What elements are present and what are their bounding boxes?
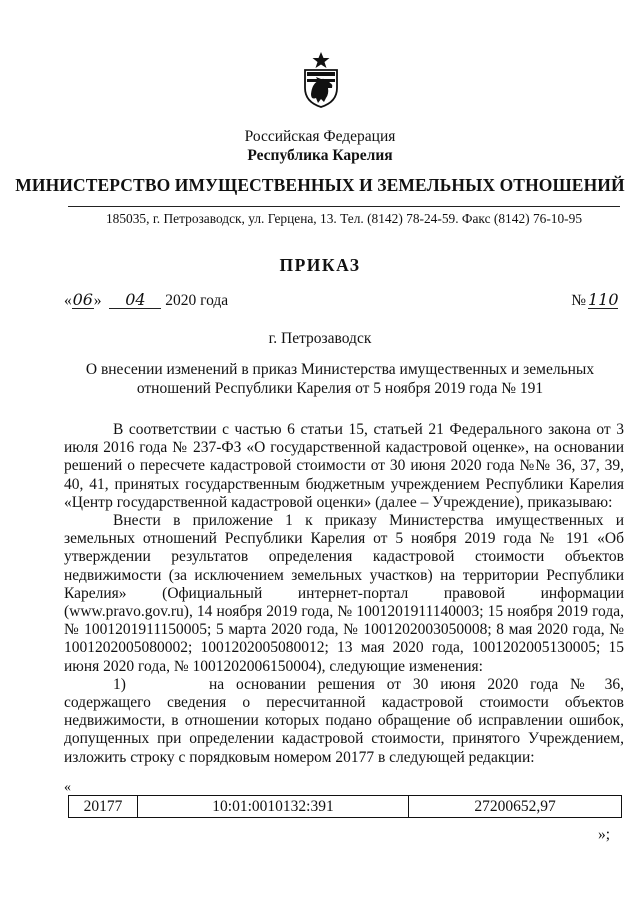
date-day-handwritten: 06 <box>72 290 93 309</box>
order-body <box>64 421 624 767</box>
ministry-address: 185035, г. Петрозаводск, ул. Герцена, 13. Тел. (8142) 78-24-59. Факс (8142) 76-10-95 <box>105 211 583 226</box>
row-number-cell: 20177 <box>69 796 138 818</box>
date-open-quote: « <box>64 292 72 309</box>
document-type-title: ПРИКАЗ <box>279 255 361 275</box>
cadastral-value-cell: 27200652,97 <box>409 796 622 818</box>
cadastral-value-table <box>68 795 622 818</box>
republic-name: Республика Карелия <box>247 147 393 164</box>
order-number <box>571 292 618 310</box>
date-month-handwritten: 04 <box>109 292 161 309</box>
country-name: Российская Федерация <box>244 128 396 145</box>
item-1-paragraph <box>64 676 624 767</box>
date-close-quote: » <box>93 292 102 309</box>
number-handwritten: 110 <box>588 290 619 309</box>
order-subject: О внесении изменений в приказ Министерства имущественных и земельных отношений Республики Карелия от 5 ноября 2019 года № 191 <box>85 361 595 397</box>
cadastral-number-cell: 10:01:0010132:391 <box>138 796 409 818</box>
item-1-number: 1) <box>113 675 126 693</box>
city-name: г. Петрозаводск <box>268 330 372 347</box>
header-divider <box>68 206 620 207</box>
number-label: № <box>571 292 586 309</box>
date-year: 2020 года <box>165 292 229 309</box>
directive-paragraph: Внести в приложение 1 к приказу Министерства имущественных и земельных отношений Республики Карелия от 5 ноября 2019 года № 191 «Об утверждении результатов определения кадастровой стоимости объектов недвижимости (за исключением земельных участков) на территории Республики Карелия» (Официальный интернет-портал правовой информации (www.pravo.gov.ru), 14 ноября 2019 года, № 1001201911140003; 15 ноября 2019 года, № 1001201911150005; 5 марта 2020 года, № 1001202003050008; 8 мая 2020 года, № 1001202005080002; 1001202005080012; 13 мая 2020 года, 1001202005130005; 15 июня 2020 года, № 1001202006150004), следующие изменения: <box>64 512 624 675</box>
table-close-quote: »; <box>598 826 611 843</box>
karelia-bear-emblem-icon <box>302 50 340 108</box>
coat-of-arms-emblem <box>302 50 340 113</box>
table-open-quote: « <box>64 780 71 795</box>
ministry-name: МИНИСТЕРСТВО ИМУЩЕСТВЕННЫХ И ЗЕМЕЛЬНЫХ ОТНОШЕНИЙ <box>15 175 625 195</box>
item-1-text: на основании решения от 30 июня 2020 года № 36, содержащего сведения о пересчитанной кадастровой стоимости объектов недвижимости, в отношении которых подано обращение об исправлении ошибок, допущенных при определении кадастровой стоимости, принятого Учреждением, изложить строку с порядковым номером 20177 в следующей редакции: <box>64 675 624 766</box>
preamble-paragraph: В соответствии с частью 6 статьи 15, статьей 21 Федерального закона от 3 июля 2016 года № 237-ФЗ «О государственной кадастровой оценке», на основании решений о пересчете кадастровой стоимости от 30 июня 2020 года №№ 36, 37, 39, 40, 41, принятых государственным бюджетным учреждением Республики Карелия «Центр государственной кадастровой оценки» (далее – Учреждение), приказываю: <box>64 421 624 511</box>
table-row <box>69 796 622 818</box>
order-date <box>64 292 228 310</box>
